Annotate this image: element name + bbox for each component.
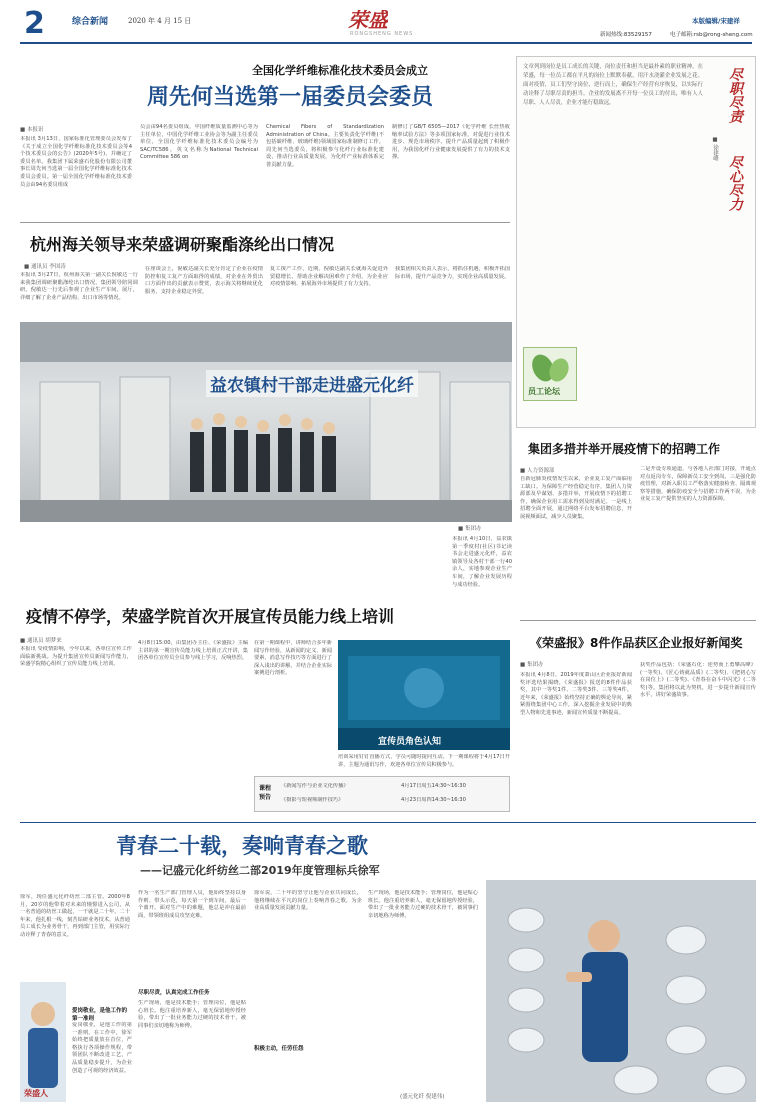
- section-rule: [20, 822, 756, 823]
- article5-col-1: 自新冠肺炎疫情发生以来，企业复工复产面临用工缺口。为保障生产经营稳定有序，集团人力资源部及早谋划、多措并举，开展疫情下的招聘工作，确保企业用工需求得到及时满足。一是线上招聘全面开展，通过网络平台发布招聘信息，开展视频面试，减少人员聚集。: [520, 476, 632, 520]
- article1-col-2: 员会由94名委员组成，中国纤维质量监测中心等为主任单位，中国化学纤维工业协会等为副主任委员单位，全国化学纤维标准化技术委员会编号为SAC/TC586，英文名称为National Technical Committee 586 on: [140, 124, 258, 161]
- leaf-icon: [525, 350, 577, 386]
- contact-email: 电子邮箱:rsb@rong-sheng.com: [670, 32, 753, 38]
- worker-portrait-image: [20, 982, 66, 1102]
- article4-photo-caption: 宣传员角色认知: [378, 737, 442, 747]
- article7-subhead-2: 尽职尽责，认真完成工作任务: [138, 990, 210, 996]
- column-title-2: 尽心尽力: [727, 155, 743, 211]
- article7-col-4: 生产现场，他是技术能手；管理岗位，他是贴心班长。他注重培养新人，毫无保留地传授经验，带出了一批业务能力过硬的技术骨干，被同事们亲切地称为师傅。: [368, 890, 478, 919]
- divider: [20, 222, 510, 223]
- column-text: 文章列到岗位是员工成长的关键，岗位责任和担当是最朴素的职业精神。在荣盛，每一位员工都在平凡的岗位上默默奉献，用汗水浇灌企业发展之花。面对疫情，员工们坚守岗位、逆行而上，确保生产经营有序恢复，以实际行动诠释了尽职尽责的担当。企业的发展离不开每一位员工的付出，唯有人人尽职、人人尽责，企业才能行稳致远。: [523, 64, 703, 106]
- course-row-1-name: 《新闻写作与企业文化传播》: [281, 783, 349, 789]
- article7-subhead-1: 爱岗敬业，是他工作的第一准则: [72, 1008, 128, 1022]
- article2-col-2: 在座谈会上，倪敏达副关长充分肯定了企业在疫情防控和复工复产方面取得的成绩，对企业在外贸出口方面作出的贡献表示赞赏，表示海关将继续优化服务，支持企业稳定外贸。: [145, 266, 263, 295]
- article7-portrait: [20, 982, 66, 1102]
- article3-headline: 益农镇村干部走进盛元化纤: [206, 370, 418, 397]
- course-row-2-name: 《摄影与短视频制作技巧》: [281, 797, 344, 803]
- article3-photo: [20, 322, 512, 522]
- article7-subhead-3: 积极主动，任劳任怨: [254, 1046, 304, 1052]
- article1-col-3: Chemical Fibers of Standardization Administration of China。主要负责化学纤维(不包括碳纤维、玻璃纤维)领域国家标准制修订工作。周先何当选委员，将积极参与化纤行业标准化建设，推动行业高质量发展，为化纤产业标准体系完善贡献力量。: [266, 124, 384, 168]
- column-title-1: 尽职尽责: [727, 67, 743, 123]
- article4-col-3: 在第一期课程中，讲师结合多年新闻写作经验，从新闻的定义、新闻要素、消息写作技巧等方面进行了深入浅出的讲解，并结合企业实际案例进行剖析。: [254, 640, 332, 677]
- editor-name: 本版编辑/宋建祥: [692, 17, 740, 25]
- article4-col-2: 4月8日15:00，由集团办主任、《荣盛报》主编主讲的第一期宣传员能力线上培训正式开讲，集团各单位宣传员全员参与线上学习，反响热烈。: [138, 640, 248, 662]
- course-row-2-time: 4月23日周四14:30~16:30: [401, 797, 466, 803]
- article4-col-1: 本报讯 受疫情影响，今年以来，各单位宣传工作面临新挑战。为提升集团宣传员新闻写作能力，荣盛学院精心组织了宣传员能力线上培训。: [20, 646, 132, 668]
- article1-byline: ■ 本报讯: [20, 127, 44, 133]
- article1-kicker: 全国化学纤维标准化技术委员会成立: [252, 64, 428, 77]
- masthead-logo-sub: RONGSHENG NEWS: [350, 31, 414, 37]
- article4-photo: [338, 640, 510, 750]
- article5-col-2: 二是开设专项通道，与各地人社部门对接，开通点对点返岗专车，保障新员工安全到岗。三是强化防疫管理，对新入职员工严格落实健康检查、隔离观察等措施，确保防疫安全与招聘工作两不误，为企业复工复产提供坚实的人力资源保障。: [640, 466, 756, 503]
- article7-col-1: 徐军，现任盛元化纤纺丝二部主管。2000年8月，20岁的他带着对未来的憧憬进入公司，从一名普通的纺丝工做起，一干就是二十年。二十年来，他扎根一线，刻苦钻研业务技术，从普通员工成长为业务骨干，再到部门主管，用实际行动诠释了青春的意义。: [20, 894, 130, 938]
- article6-col-1: 本报讯 4月8日，2019年度萧山区企业报好新闻奖评选结果揭晓，《荣盛报》报送的8件作品获奖，其中一等奖1件、二等奖3件、三等奖4件。近年来，《荣盛报》始终坚持正确的舆论导向，紧紧围绕集团中心工作，深入挖掘企业发展中的典型人物和先进事迹，新闻宣传质量不断提高。: [520, 672, 632, 716]
- article7-photo-label: 荣盛人: [24, 1089, 48, 1098]
- article7-col-2b: 生产现场，他是技术能手；管理岗位，他是贴心班长。他注重培养新人，毫无保留地传授经验，带出了一批业务能力过硬的技术骨干，被同事们亲切地称为师傅。: [138, 1000, 246, 1029]
- masthead-logo: 荣盛: [348, 8, 388, 32]
- divider: [520, 620, 756, 621]
- spinning-workshop-image: [486, 880, 756, 1102]
- issue-date: 2020 年 4 月 15 日: [128, 17, 192, 25]
- course-table-label: 课程预告: [259, 785, 272, 801]
- column-label: 员工论坛: [528, 387, 560, 396]
- section-name: 综合新闻: [72, 17, 109, 27]
- article4-col-4: 培训采用钉钉直播方式，学员可随时提问互动。下一期课程将于4月17日开讲，主题为通讯写作，欢迎各单位宣传员积极参与。: [338, 754, 510, 768]
- article5-byline: ■ 人力资源部: [520, 468, 555, 474]
- column-logo-box: [523, 347, 577, 401]
- article4-byline: ■ 通讯员 胡梦来: [20, 638, 62, 644]
- article1-headline: 周先何当选第一届委员会委员: [146, 85, 433, 110]
- column-box: [516, 56, 756, 428]
- article1-col-1: 本报讯 3月13日，国家标准化管理委员会发布了《关于成立全国化学纤维标准化技术委员会等4个技术委员会的公告》(2020年5号)，并确定了委员名单。我集团下属荣盛石化股份有限公司董事长周先何当选第一届全国化学纤维标准化技术委员会委员。第一届全国化学纤维标准化技术委员会由94名委员组成: [20, 136, 132, 188]
- masthead-rule: [20, 42, 752, 44]
- article2-byline: ■ 通讯员 李国涛: [24, 264, 66, 270]
- article2-col-4: 我集团相关负责人表示，将抓住机遇，积极开拓国际市场，提升产品竞争力，实现企业高质量发展。: [395, 266, 510, 280]
- article7-photo: [486, 880, 756, 1102]
- factory-scene-image: [20, 322, 512, 522]
- article7-headline: 青春二十载，奏响青春之歌: [116, 834, 368, 858]
- article7-col-1b: 爱岗敬业，是他工作的第一准则。在工作中，徐军始终把质量放在首位，严格执行各项操作规程，带领团队不断改进工艺，产品质量稳步提升，为企业创造了可观的经济效益。: [72, 1022, 132, 1074]
- article3-byline: ■ 集团办: [458, 526, 482, 532]
- article3-text: 本报讯 4月10日，益农镇第一季度村(社区)书记读书会走进盛元化纤，益农镇领导及各村干部一行40余人，实地参观企业生产车间，了解企业发展历程与成功经验。: [452, 536, 512, 588]
- article1-col-4: 制修订了GB/T 6505—2017《化学纤维 长丝热收缩率试验方法》等多项国家标准，对促进行业技术进步、规范市场秩序、提升产品质量起到了积极作用，为我国化纤行业健康发展提供了有力的技术支撑。: [392, 124, 510, 161]
- article6-byline: ■ 集团办: [520, 662, 544, 668]
- masthead: [0, 0, 772, 46]
- article7-col-3: 徐军说，二十年的坚守让他与企业共同成长，他将继续在平凡的岗位上奏响青春之歌，为企业高质量发展贡献力量。: [254, 890, 362, 912]
- article7-byline: (盛元化纤 倪建伟): [400, 1094, 445, 1100]
- article7-subhead: ——记盛元化纤纺丝二部2019年度管理标兵徐军: [140, 864, 380, 877]
- column-author: ■ 徐建峰: [712, 137, 718, 162]
- article2-col-3: 复工復产工作，近期，倪敏达副关长就海关促进外贸稳增长、帮助企业解决困难作了介绍，为企业应对疫情影响、拓展海外市场提供了有力支持。: [270, 266, 388, 288]
- course-table: [254, 776, 510, 812]
- course-row-1-time: 4月17日周五14:30~16:30: [401, 783, 466, 789]
- article6-col-2: 获奖作品包括：《荣盛石化：逆势而上勇攀高峰》(一等奖)、《匠心铸就品质》(二等奖)、《把初心写在岗位上》(二等奖)、《青春在奋斗中闪光》(二等奖)等。集团将以此为契机，进一步提升新闻宣传水平，讲好荣盛故事。: [640, 662, 756, 699]
- article2-headline: 杭州海关领导来荣盛调研聚酯涤纶出口情况: [30, 235, 335, 254]
- article6-headline: 《荣盛报》8件作品获区企业报好新闻奖: [530, 636, 743, 650]
- article7-col-2: 作为一名生产部门管理人员，他始终坚持以身作则、带头示范，每天第一个到车间，最后一个离开。面对生产中的难题，他总是冲在最前面，带领班组成员攻坚克难。: [138, 890, 246, 919]
- article2-col-1: 本报讯 3月27日，杭州海关第一副关长倪敏达一行来我集团调研聚酯涤纶出口情况，集团领导陪同调研。倪敏达一行先后参观了企业生产车间、展厅，详细了解了企业产品结构、出口市场等情况。: [20, 272, 138, 301]
- page-number: 2: [24, 6, 45, 41]
- article5-headline: 集团多措并举开展疫情下的招聘工作: [528, 442, 721, 456]
- news-hotline: 新闻热线:83529157: [600, 32, 652, 38]
- article4-headline: 疫情不停学，荣盛学院首次开展宣传员能力线上培训: [26, 607, 395, 626]
